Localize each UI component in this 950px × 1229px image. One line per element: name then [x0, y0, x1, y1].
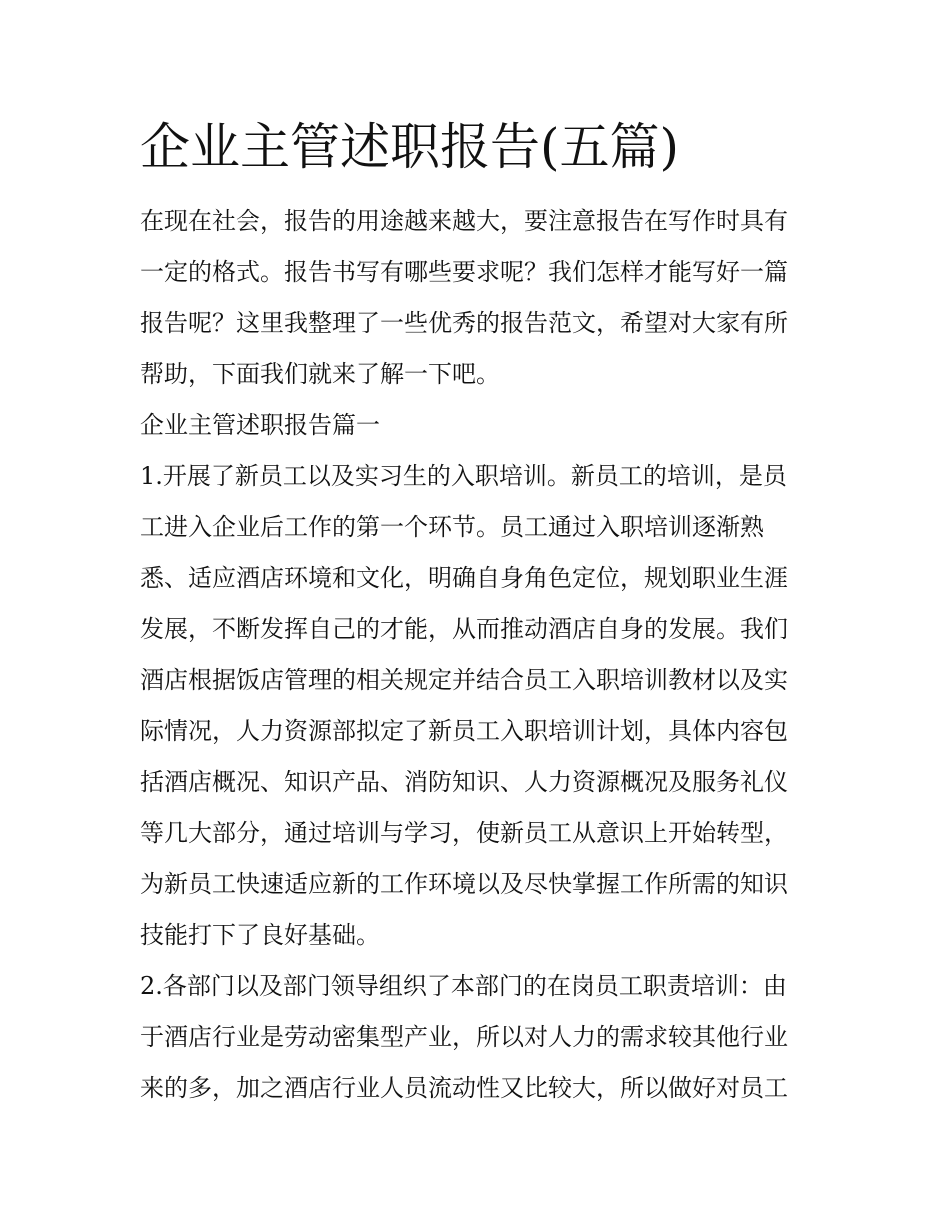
text-line: 帮助，下面我们就来了解一下吧。: [140, 360, 500, 388]
text-line: 技能打下了良好基础。: [140, 921, 380, 949]
section-heading: 企业主管述职报告篇一: [140, 411, 380, 439]
text-line: 悉、适应酒店环境和文化，明确自身角色定位，规划职业生涯: [140, 564, 788, 592]
text-line: 报告呢？这里我整理了一些优秀的报告范文，希望对大家有所: [140, 309, 788, 337]
text-line: 工进入企业后工作的第一个环节。员工通过入职培训逐渐熟: [140, 513, 764, 541]
text-line: 1.开展了新员工以及实习生的入职培训。新员工的培训，是员: [140, 462, 787, 490]
text-line: 于酒店行业是劳动密集型产业，所以对人力的需求较其他行业: [140, 1023, 788, 1051]
text-line: 为新员工快速适应新的工作环境以及尽快掌握工作所需的知识: [140, 870, 788, 898]
document-title: 企业主管述职报告(五篇): [140, 118, 680, 176]
text-line: 际情况，人力资源部拟定了新员工入职培训计划，具体内容包: [140, 717, 788, 745]
text-line: 等几大部分，通过培训与学习，使新员工从意识上开始转型，: [140, 819, 788, 847]
text-line: 一定的格式。报告书写有哪些要求呢？我们怎样才能写好一篇: [140, 258, 788, 286]
text-line: 发展，不断发挥自己的才能，从而推动酒店自身的发展。我们: [140, 615, 788, 643]
text-line: 酒店根据饭店管理的相关规定并结合员工入职培训教材以及实: [140, 666, 788, 694]
text-line: 来的多，加之酒店行业人员流动性又比较大，所以做好对员工: [140, 1074, 788, 1102]
text-line: 2.各部门以及部门领导组织了本部门的在岗员工职责培训：由: [140, 972, 787, 1000]
text-line: 在现在社会，报告的用途越来越大，要注意报告在写作时具有: [140, 207, 788, 235]
text-line: 括酒店概况、知识产品、消防知识、人力资源概况及服务礼仪: [140, 768, 788, 796]
